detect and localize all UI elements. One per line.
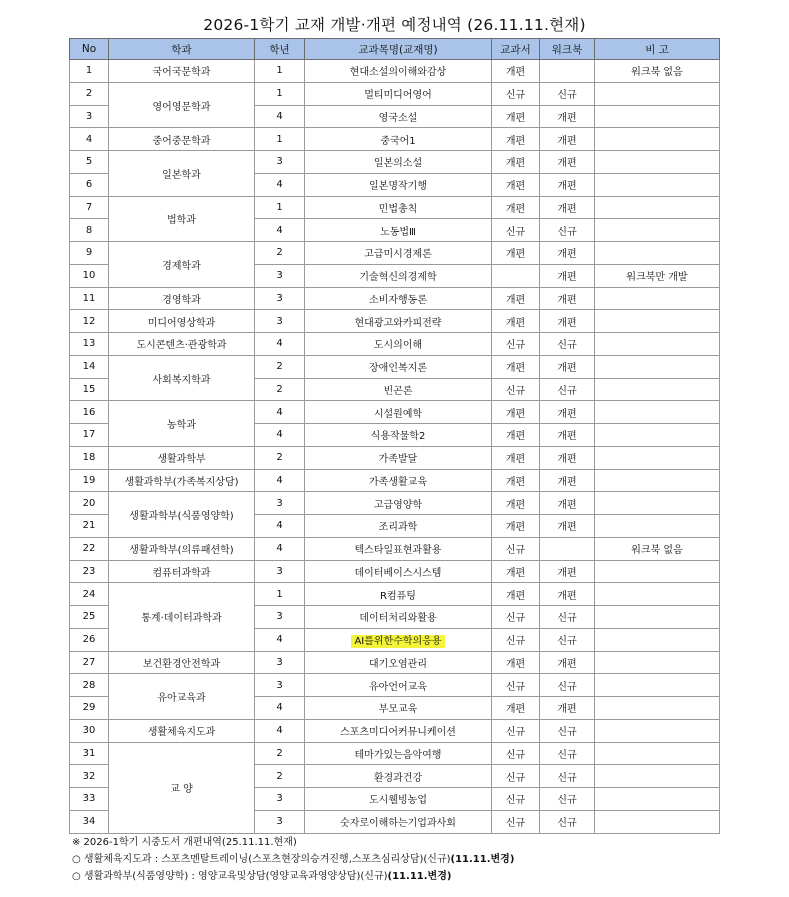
cell-no: 10 <box>70 264 109 287</box>
cell-grade: 3 <box>255 651 305 674</box>
cell-note <box>595 742 720 765</box>
cell-grade: 4 <box>255 697 305 720</box>
cell-note <box>595 560 720 583</box>
table-body <box>70 60 720 834</box>
cell-textbook: 개편 <box>492 583 540 606</box>
table-row <box>70 128 720 151</box>
cell-note <box>595 583 720 606</box>
cell-note <box>595 651 720 674</box>
cell-grade: 3 <box>255 788 305 811</box>
cell-note <box>595 719 720 742</box>
cell-course: R컴퓨팅 <box>305 583 492 606</box>
cell-workbook: 개편 <box>540 151 595 174</box>
cell-no: 26 <box>70 628 109 651</box>
cell-note <box>595 674 720 697</box>
cell-course: 고급미시경제론 <box>305 242 492 265</box>
cell-note <box>595 469 720 492</box>
cell-course: 노동법Ⅲ <box>305 219 492 242</box>
cell-dept: 생활체육지도과 <box>109 719 255 742</box>
cell-no: 18 <box>70 446 109 469</box>
cell-no: 27 <box>70 651 109 674</box>
cell-textbook: 신규 <box>492 765 540 788</box>
cell-grade: 4 <box>255 173 305 196</box>
cell-dept: 영어영문학과 <box>109 82 255 128</box>
cell-grade: 4 <box>255 469 305 492</box>
cell-dept: 경영학과 <box>109 287 255 310</box>
cell-course: 가족발달 <box>305 446 492 469</box>
cell-no: 22 <box>70 537 109 560</box>
cell-note: 워크북 없음 <box>595 537 720 560</box>
col-header-dept: 학과 <box>109 39 255 60</box>
cell-course: 테마가있는음악여행 <box>305 742 492 765</box>
cell-workbook: 개편 <box>540 355 595 378</box>
cell-no: 17 <box>70 424 109 447</box>
cell-dept: 국어국문학과 <box>109 60 255 83</box>
cell-textbook: 개편 <box>492 128 540 151</box>
table-row <box>70 492 720 515</box>
cell-note <box>595 105 720 128</box>
cell-textbook: 개편 <box>492 469 540 492</box>
cell-course: 영국소설 <box>305 105 492 128</box>
cell-workbook: 신규 <box>540 219 595 242</box>
cell-grade: 2 <box>255 355 305 378</box>
cell-workbook: 신규 <box>540 742 595 765</box>
table-row <box>70 674 720 697</box>
cell-no: 8 <box>70 219 109 242</box>
cell-grade: 3 <box>255 560 305 583</box>
cell-course: 기술혁신의경제학 <box>305 264 492 287</box>
cell-no: 28 <box>70 674 109 697</box>
table-row <box>70 583 720 606</box>
footnote-line <box>72 834 514 851</box>
cell-workbook: 개편 <box>540 401 595 424</box>
cell-workbook: 개편 <box>540 173 595 196</box>
col-header-workbook: 워크북 <box>540 39 595 60</box>
col-header-grade: 학년 <box>255 39 305 60</box>
table-row <box>70 719 720 742</box>
cell-grade: 3 <box>255 287 305 310</box>
cell-course: 장애인복지론 <box>305 355 492 378</box>
cell-workbook: 신규 <box>540 810 595 833</box>
cell-textbook: 개편 <box>492 173 540 196</box>
header-row <box>70 39 720 60</box>
table-row <box>70 401 720 424</box>
cell-textbook: 개편 <box>492 287 540 310</box>
footnote-line <box>72 868 514 885</box>
cell-no: 2 <box>70 82 109 105</box>
cell-dept: 도시콘텐츠·관광학과 <box>109 333 255 356</box>
cell-textbook: 개편 <box>492 401 540 424</box>
cell-note <box>595 628 720 651</box>
cell-course: 도시의이해 <box>305 333 492 356</box>
table-row <box>70 196 720 219</box>
cell-course: 부모교육 <box>305 697 492 720</box>
cell-course: 고급영양학 <box>305 492 492 515</box>
cell-workbook: 개편 <box>540 515 595 538</box>
cell-note <box>595 333 720 356</box>
cell-course: 멀티미디어영어 <box>305 82 492 105</box>
cell-no: 7 <box>70 196 109 219</box>
cell-course: 일본명작기행 <box>305 173 492 196</box>
cell-dept: 생활과학부(가족복지상담) <box>109 469 255 492</box>
cell-course: 민법총칙 <box>305 196 492 219</box>
cell-course: 중국어1 <box>305 128 492 151</box>
cell-grade: 3 <box>255 606 305 629</box>
cell-workbook: 개편 <box>540 424 595 447</box>
page-title: 2026-1학기 교재 개발·개편 예정내역 (26.11.11.현재) <box>203 16 586 34</box>
cell-textbook: 개편 <box>492 196 540 219</box>
cell-dept: 법학과 <box>109 196 255 242</box>
cell-textbook: 신규 <box>492 788 540 811</box>
cell-note <box>595 765 720 788</box>
cell-no: 6 <box>70 173 109 196</box>
cell-textbook: 개편 <box>492 651 540 674</box>
cell-course <box>305 628 492 651</box>
cell-grade: 3 <box>255 674 305 697</box>
cell-grade: 4 <box>255 105 305 128</box>
cell-textbook: 개편 <box>492 355 540 378</box>
cell-workbook: 개편 <box>540 560 595 583</box>
cell-grade: 2 <box>255 742 305 765</box>
cell-grade: 1 <box>255 82 305 105</box>
cell-grade: 3 <box>255 492 305 515</box>
cell-grade: 3 <box>255 310 305 333</box>
cell-no: 30 <box>70 719 109 742</box>
cell-note <box>595 355 720 378</box>
cell-textbook: 신규 <box>492 674 540 697</box>
cell-no: 3 <box>70 105 109 128</box>
cell-note <box>595 242 720 265</box>
cell-textbook: 개편 <box>492 492 540 515</box>
footnote-text: ○ 생활과학부(식품영양학) : 영양교육및상담(영양교육과영양상담)(신규) <box>72 871 388 882</box>
cell-grade: 3 <box>255 810 305 833</box>
cell-textbook: 신규 <box>492 82 540 105</box>
cell-textbook: 신규 <box>492 719 540 742</box>
footnote-bold: (11.11.변경) <box>450 854 515 865</box>
table-row <box>70 310 720 333</box>
cell-course: 시설원예학 <box>305 401 492 424</box>
footnotes <box>72 834 514 885</box>
cell-note <box>595 401 720 424</box>
cell-grade: 1 <box>255 196 305 219</box>
cell-textbook <box>492 264 540 287</box>
cell-no: 11 <box>70 287 109 310</box>
table-row <box>70 151 720 174</box>
cell-no: 16 <box>70 401 109 424</box>
cell-workbook: 개편 <box>540 583 595 606</box>
cell-dept: 교 양 <box>109 742 255 833</box>
cell-course: 소비자행동론 <box>305 287 492 310</box>
cell-no: 13 <box>70 333 109 356</box>
table-row <box>70 355 720 378</box>
cell-note <box>595 196 720 219</box>
cell-course: 환경과건강 <box>305 765 492 788</box>
cell-workbook: 개편 <box>540 446 595 469</box>
cell-course: 현대광고와카피전략 <box>305 310 492 333</box>
cell-grade: 4 <box>255 515 305 538</box>
cell-dept: 미디어영상학과 <box>109 310 255 333</box>
cell-grade: 2 <box>255 242 305 265</box>
cell-workbook: 개편 <box>540 287 595 310</box>
cell-textbook: 신규 <box>492 742 540 765</box>
cell-textbook: 개편 <box>492 446 540 469</box>
cell-note <box>595 128 720 151</box>
cell-workbook: 신규 <box>540 606 595 629</box>
footnote-line <box>72 851 514 868</box>
cell-workbook: 신규 <box>540 628 595 651</box>
cell-workbook: 개편 <box>540 697 595 720</box>
cell-grade: 4 <box>255 424 305 447</box>
cell-dept: 통계·데이터과학과 <box>109 583 255 651</box>
table-row <box>70 446 720 469</box>
cell-dept: 유아교육과 <box>109 674 255 720</box>
col-header-textbook: 교과서 <box>492 39 540 60</box>
cell-workbook: 개편 <box>540 128 595 151</box>
cell-dept: 컴퓨터과학과 <box>109 560 255 583</box>
cell-workbook: 신규 <box>540 765 595 788</box>
cell-workbook: 개편 <box>540 264 595 287</box>
cell-no: 4 <box>70 128 109 151</box>
cell-note <box>595 287 720 310</box>
cell-course: 대기오염관리 <box>305 651 492 674</box>
cell-note <box>595 606 720 629</box>
cell-course: 조리과학 <box>305 515 492 538</box>
cell-no: 19 <box>70 469 109 492</box>
textbook-table <box>69 38 720 834</box>
cell-no: 1 <box>70 60 109 83</box>
cell-course: 일본의소설 <box>305 151 492 174</box>
cell-workbook: 신규 <box>540 333 595 356</box>
cell-note: 워크북만 개발 <box>595 264 720 287</box>
cell-note <box>595 310 720 333</box>
cell-dept: 생활과학부(의류패션학) <box>109 537 255 560</box>
cell-textbook: 신규 <box>492 810 540 833</box>
cell-textbook: 개편 <box>492 515 540 538</box>
cell-dept: 생활과학부(식품영양학) <box>109 492 255 538</box>
cell-note <box>595 82 720 105</box>
cell-textbook: 개편 <box>492 560 540 583</box>
cell-workbook: 신규 <box>540 674 595 697</box>
cell-no: 21 <box>70 515 109 538</box>
cell-course: 스포츠미디어커뮤니케이션 <box>305 719 492 742</box>
cell-dept: 생활과학부 <box>109 446 255 469</box>
cell-textbook: 신규 <box>492 219 540 242</box>
cell-no: 34 <box>70 810 109 833</box>
cell-note <box>595 378 720 401</box>
table-row <box>70 242 720 265</box>
cell-grade: 4 <box>255 537 305 560</box>
cell-dept: 일본학과 <box>109 151 255 197</box>
cell-textbook: 개편 <box>492 310 540 333</box>
cell-course: 도시웰빙농업 <box>305 788 492 811</box>
table-row <box>70 82 720 105</box>
cell-note <box>595 151 720 174</box>
cell-grade: 2 <box>255 378 305 401</box>
cell-workbook: 신규 <box>540 378 595 401</box>
cell-grade: 2 <box>255 765 305 788</box>
cell-no: 33 <box>70 788 109 811</box>
cell-note <box>595 810 720 833</box>
cell-course: 식용작물학2 <box>305 424 492 447</box>
table-row <box>70 287 720 310</box>
cell-no: 25 <box>70 606 109 629</box>
cell-note <box>595 788 720 811</box>
highlighted-course: AI를위한수학의응용 <box>351 635 444 648</box>
cell-course: 빈곤론 <box>305 378 492 401</box>
table-row <box>70 651 720 674</box>
cell-note <box>595 424 720 447</box>
cell-grade: 4 <box>255 333 305 356</box>
cell-note <box>595 446 720 469</box>
cell-no: 20 <box>70 492 109 515</box>
cell-note: 워크북 없음 <box>595 60 720 83</box>
table-row <box>70 333 720 356</box>
cell-note <box>595 515 720 538</box>
cell-textbook: 개편 <box>492 242 540 265</box>
cell-no: 5 <box>70 151 109 174</box>
col-header-note: 비 고 <box>595 39 720 60</box>
table-row <box>70 537 720 560</box>
cell-textbook: 신규 <box>492 606 540 629</box>
cell-textbook: 개편 <box>492 60 540 83</box>
cell-textbook: 개편 <box>492 697 540 720</box>
cell-grade: 3 <box>255 264 305 287</box>
cell-no: 24 <box>70 583 109 606</box>
cell-workbook <box>540 537 595 560</box>
cell-workbook: 개편 <box>540 651 595 674</box>
cell-workbook: 개편 <box>540 469 595 492</box>
cell-dept: 사회복지학과 <box>109 355 255 401</box>
cell-textbook: 신규 <box>492 628 540 651</box>
cell-course: 가족생활교육 <box>305 469 492 492</box>
cell-textbook: 개편 <box>492 424 540 447</box>
cell-no: 31 <box>70 742 109 765</box>
table-row <box>70 742 720 765</box>
cell-course: 데이터베이스시스템 <box>305 560 492 583</box>
cell-course: 숫자로이해하는기업과사회 <box>305 810 492 833</box>
cell-course: 텍스타일표현과활용 <box>305 537 492 560</box>
cell-course: 데이터처리와활용 <box>305 606 492 629</box>
cell-dept: 보건환경안전학과 <box>109 651 255 674</box>
cell-no: 23 <box>70 560 109 583</box>
cell-grade: 1 <box>255 583 305 606</box>
cell-workbook <box>540 60 595 83</box>
col-header-course: 교과목명(교재명) <box>305 39 492 60</box>
cell-grade: 4 <box>255 219 305 242</box>
cell-grade: 3 <box>255 151 305 174</box>
cell-no: 12 <box>70 310 109 333</box>
cell-course: 현대소설의이해와감상 <box>305 60 492 83</box>
cell-grade: 1 <box>255 60 305 83</box>
cell-grade: 2 <box>255 446 305 469</box>
footnote-text: ※ 2026-1학기 시중도서 개편내역(25.11.11.현재) <box>72 837 297 848</box>
cell-workbook: 개편 <box>540 105 595 128</box>
cell-note <box>595 219 720 242</box>
cell-textbook: 개편 <box>492 151 540 174</box>
cell-no: 9 <box>70 242 109 265</box>
cell-workbook: 신규 <box>540 82 595 105</box>
cell-no: 15 <box>70 378 109 401</box>
cell-workbook: 신규 <box>540 788 595 811</box>
cell-dept: 경제학과 <box>109 242 255 288</box>
cell-no: 32 <box>70 765 109 788</box>
table-row <box>70 469 720 492</box>
cell-dept: 농학과 <box>109 401 255 447</box>
cell-grade: 4 <box>255 719 305 742</box>
cell-note <box>595 492 720 515</box>
cell-note <box>595 697 720 720</box>
cell-workbook: 개편 <box>540 310 595 333</box>
table-row <box>70 560 720 583</box>
cell-dept: 중어중문학과 <box>109 128 255 151</box>
cell-textbook: 신규 <box>492 333 540 356</box>
footnote-text: ○ 생활체육지도과 : 스포츠멘탈트레이닝(스포츠현장의승겨진행,스포츠심리상담)(신규) <box>72 854 451 865</box>
cell-textbook: 개편 <box>492 105 540 128</box>
cell-workbook: 개편 <box>540 242 595 265</box>
cell-no: 29 <box>70 697 109 720</box>
cell-workbook: 개편 <box>540 196 595 219</box>
cell-grade: 4 <box>255 401 305 424</box>
cell-workbook: 신규 <box>540 719 595 742</box>
cell-textbook: 신규 <box>492 378 540 401</box>
cell-grade: 4 <box>255 628 305 651</box>
footnote-bold: (11.11.변경) <box>387 871 452 882</box>
table-row <box>70 60 720 83</box>
cell-grade: 1 <box>255 128 305 151</box>
cell-no: 14 <box>70 355 109 378</box>
cell-course: 유아언어교육 <box>305 674 492 697</box>
col-header-no: No <box>70 39 109 60</box>
cell-note <box>595 173 720 196</box>
cell-textbook: 신규 <box>492 537 540 560</box>
cell-workbook: 개편 <box>540 492 595 515</box>
